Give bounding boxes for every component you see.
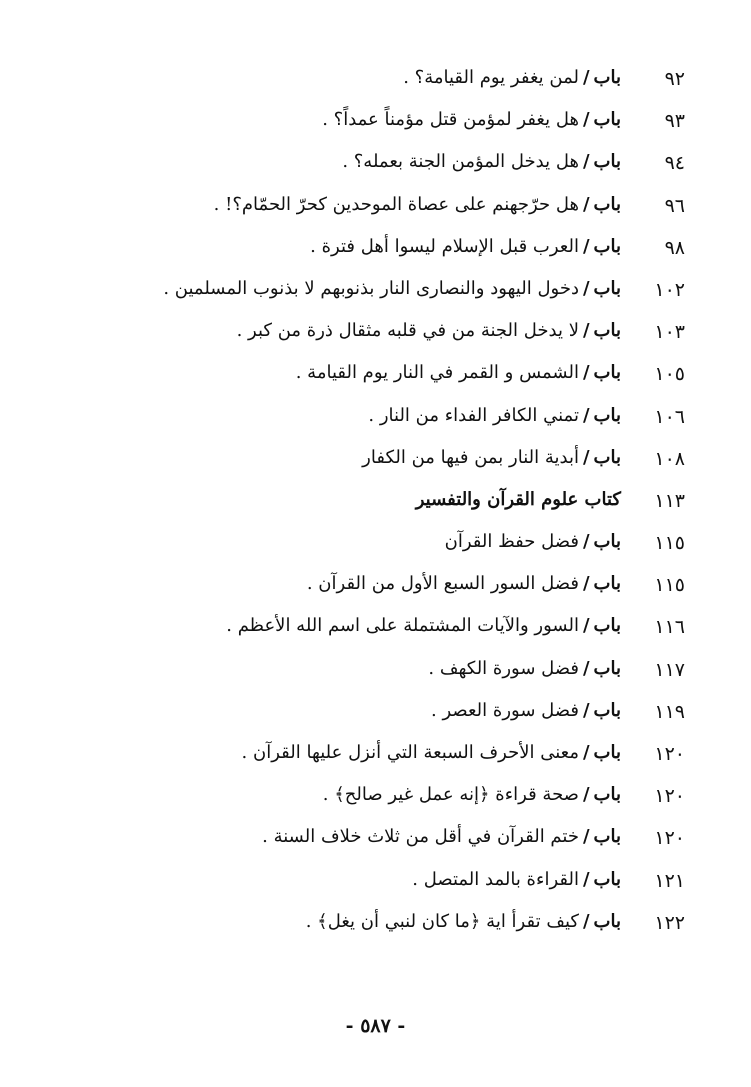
toc-entry xyxy=(445,530,621,554)
toc-book-heading xyxy=(416,488,621,512)
toc-page-number: ٩٨ xyxy=(664,236,685,259)
toc-entry-label: باب xyxy=(593,404,621,426)
toc-entry-title: القراءة بالمد المتصل . xyxy=(412,868,579,890)
toc-row xyxy=(0,480,751,522)
toc-page-number: ٩٤ xyxy=(664,152,685,175)
toc-entry xyxy=(368,404,621,428)
toc-entry-label: باب xyxy=(593,109,621,131)
toc-page-number: ١٠٨ xyxy=(654,447,685,470)
toc-entry-title: معنى الأحرف السبعة التي أنزل عليها القرآن . xyxy=(241,742,579,763)
toc-entry-title: هل يدخل المؤمن الجنة بعمله؟ . xyxy=(342,151,579,173)
toc-entry-label: باب xyxy=(593,573,621,595)
toc-row xyxy=(0,269,751,311)
toc-entry-separator: / xyxy=(582,573,590,595)
toc-entry-title: أبدية النار بمن فيها من الكفار xyxy=(362,446,579,468)
toc-entry-title: هل يغفر لمؤمن قتل مؤمناً عمداً؟ . xyxy=(322,109,579,131)
toc-page-number: ١٢٠ xyxy=(654,827,685,850)
toc-row xyxy=(0,649,751,691)
toc-entry-separator: / xyxy=(582,615,590,637)
toc-entry-label: باب xyxy=(593,742,621,763)
toc-page-number: ١٢٢ xyxy=(654,911,685,934)
toc-entry xyxy=(428,657,621,681)
toc-entry xyxy=(306,910,621,934)
toc-row xyxy=(0,775,751,817)
toc-entry xyxy=(237,319,621,343)
toc-entry-label: باب xyxy=(593,446,621,468)
toc-entry-label: باب xyxy=(593,320,621,342)
toc-entry-label: باب xyxy=(593,235,621,257)
toc-page-number: ١٢١ xyxy=(654,869,685,892)
toc-entry xyxy=(342,150,621,174)
toc-row xyxy=(0,185,751,227)
toc-entry xyxy=(322,108,621,132)
toc-entry-separator: / xyxy=(582,742,590,763)
toc-entry-title: هل حرّجهنم على عصاة الموحدين كحرّ الحمّام؟! . xyxy=(213,193,579,215)
toc-entry-label: باب xyxy=(593,826,621,848)
toc-page-number: ١١٥ xyxy=(654,532,685,555)
toc-entry xyxy=(214,193,621,217)
toc-entry-separator: / xyxy=(582,826,590,848)
toc-entry-label: باب xyxy=(593,699,621,721)
toc-page-number: ١١٥ xyxy=(654,574,685,597)
toc-entry-label: باب xyxy=(593,657,621,679)
toc-entry-separator: / xyxy=(582,531,590,553)
toc-row xyxy=(0,142,751,184)
toc-entry-title: كيف تقرأ اية ﴿ما كان لنبي أن يغل﴾ . xyxy=(305,910,579,932)
toc-entry-separator: / xyxy=(582,699,590,721)
toc-row xyxy=(0,311,751,353)
toc-entry-label: باب xyxy=(593,277,621,299)
toc-entry-title: العرب قبل الإسلام ليسوا أهل فترة . xyxy=(310,235,579,257)
toc-entry xyxy=(226,614,621,638)
toc-row xyxy=(0,860,751,902)
toc-entry-label: باب xyxy=(593,910,621,932)
toc-page-number: ١١٩ xyxy=(654,700,685,723)
toc-entry-separator: / xyxy=(582,277,590,299)
toc-entry-title: فضل سورة العصر . xyxy=(431,699,579,721)
toc-page-number: ٩٢ xyxy=(664,68,685,90)
toc-row xyxy=(0,733,751,775)
toc-entry-title: الشمس و القمر في النار يوم القيامة . xyxy=(295,362,579,384)
toc-row xyxy=(0,522,751,564)
toc-entry-title: لا يدخل الجنة من في قلبه مثقال ذرة من كبر . xyxy=(236,320,579,342)
toc-entry-title: صحة قراءة ﴿إنه عمل غير صالح﴾ . xyxy=(322,784,579,806)
toc-entry xyxy=(412,868,621,892)
toc-entry-title: ختم القرآن في أقل من ثلاث خلاف السنة . xyxy=(262,826,579,848)
toc-entry-separator: / xyxy=(582,446,590,468)
toc-entry-separator: / xyxy=(582,193,590,215)
toc-page-number: ١١٧ xyxy=(654,658,685,681)
toc-entry-label: باب xyxy=(593,615,621,637)
toc-entry-separator: / xyxy=(582,404,590,426)
toc-row xyxy=(0,902,751,944)
toc-entry-title: فضل حفظ القرآن xyxy=(444,531,579,553)
toc-page-number: ١١٦ xyxy=(654,616,685,639)
toc-entry-title: تمني الكافر الفداء من النار . xyxy=(368,404,579,426)
toc-entry xyxy=(163,277,621,301)
toc-entry xyxy=(310,235,621,259)
toc-entry xyxy=(403,66,621,90)
toc-entry-label: باب xyxy=(593,193,621,215)
toc-entry-separator: / xyxy=(582,235,590,257)
toc-row xyxy=(0,58,751,100)
toc-entry-label: باب xyxy=(593,67,621,88)
toc-entry-title: السور والآيات المشتملة على اسم الله الأعظم . xyxy=(226,615,579,637)
toc-page-number: ١٠٦ xyxy=(654,405,685,428)
toc-entry xyxy=(307,572,621,596)
toc-entry-title: كتاب علوم القرآن والتفسير xyxy=(415,488,621,510)
toc-page-number: ١٠٣ xyxy=(654,321,685,344)
toc-entry-separator: / xyxy=(582,657,590,679)
toc-entry-separator: / xyxy=(582,320,590,342)
toc-page-number: ١٠٥ xyxy=(654,363,685,386)
toc-entry-label: باب xyxy=(593,868,621,890)
toc-entry xyxy=(242,741,621,765)
toc-entry-title: لمن يغفر يوم القيامة؟ . xyxy=(403,67,579,88)
toc-page-number: ١٢٠ xyxy=(654,785,685,808)
toc-entry-label: باب xyxy=(593,362,621,384)
toc-entry-title: دخول اليهود والنصارى النار بذنوبهم لا بذنوب المسلمين . xyxy=(163,277,579,299)
toc-page-number: ١٢٠ xyxy=(654,743,685,765)
toc-entry-separator: / xyxy=(582,868,590,890)
toc-entry-separator: / xyxy=(582,151,590,173)
page-number-footer: - ٥٨٧ - xyxy=(345,1015,406,1037)
toc-row xyxy=(0,100,751,142)
toc-entry-label: باب xyxy=(593,531,621,553)
toc-row xyxy=(0,353,751,395)
toc-entry xyxy=(296,361,621,385)
toc-entry-separator: / xyxy=(582,362,590,384)
toc-entry-separator: / xyxy=(582,109,590,131)
table-of-contents xyxy=(0,58,751,944)
toc-page-number: ١١٣ xyxy=(654,489,685,512)
toc-entry-title: فضل سورة الكهف . xyxy=(428,657,579,679)
toc-row xyxy=(0,817,751,859)
toc-row xyxy=(0,691,751,733)
toc-entry-separator: / xyxy=(582,784,590,806)
toc-row xyxy=(0,606,751,648)
toc-row xyxy=(0,227,751,269)
toc-entry-label: باب xyxy=(593,151,621,173)
toc-page-number: ١٠٢ xyxy=(654,278,685,301)
toc-entry-separator: / xyxy=(582,67,590,88)
toc-page-number: ٩٦ xyxy=(664,194,685,217)
toc-row xyxy=(0,564,751,606)
toc-entry-label: باب xyxy=(593,784,621,806)
toc-entry-separator: / xyxy=(582,910,590,932)
toc-entry xyxy=(323,783,621,807)
toc-row xyxy=(0,438,751,480)
toc-entry xyxy=(262,825,621,849)
toc-entry-title: فضل السور السبع الأول من القرآن . xyxy=(306,573,579,595)
toc-page-number: ٩٣ xyxy=(664,110,685,133)
toc-entry xyxy=(362,446,621,470)
toc-row xyxy=(0,396,751,438)
toc-entry xyxy=(431,699,621,723)
